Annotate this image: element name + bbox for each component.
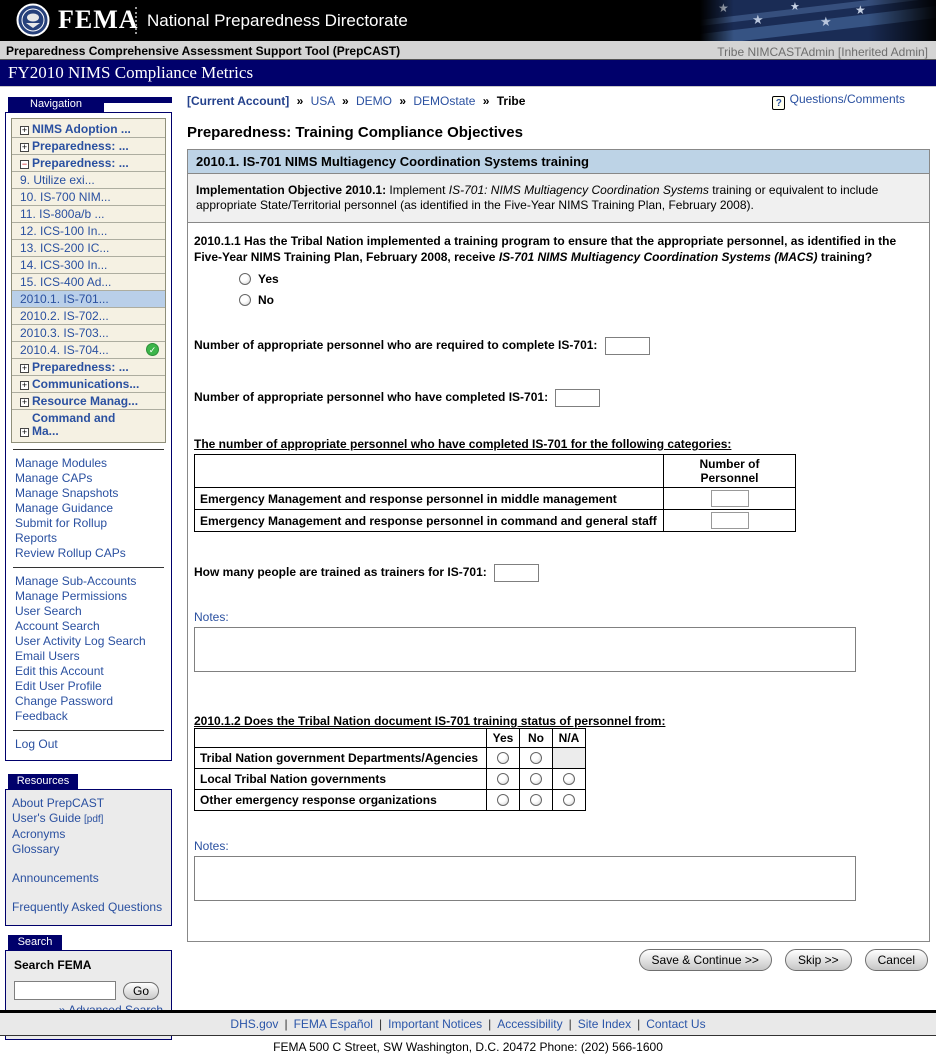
documentation-header-row [195, 729, 586, 748]
search-tab: Search [8, 935, 62, 950]
nav-link-manage-caps[interactable]: Manage CAPs [15, 471, 93, 485]
breadcrumb-current-account-link[interactable]: [Current Account] [187, 94, 290, 108]
flag-image [700, 0, 936, 44]
nav-link-user-search[interactable]: User Search [15, 604, 82, 618]
tree-item-label: 10. IS-700 NIM... [20, 190, 111, 204]
footer-link-contact[interactable]: Contact Us [646, 1017, 706, 1031]
q1-text-post: training? [817, 250, 873, 264]
res-link-about[interactable]: About PrepCAST [12, 796, 105, 810]
yes-radio[interactable] [497, 794, 509, 806]
required-personnel-label: Number of appropriate personnel who are required to complete IS-701: [194, 338, 598, 353]
tree-item-2010-3[interactable] [12, 325, 165, 342]
breadcrumb-separator: » [296, 94, 304, 108]
trainers-field [194, 564, 921, 582]
trainers-input[interactable] [494, 564, 539, 582]
navigation-tab-row [5, 97, 172, 112]
tree-item-2010-2[interactable] [12, 308, 165, 325]
category-input-cell [664, 510, 796, 532]
no-radio[interactable] [530, 794, 542, 806]
implementation-objective [188, 174, 929, 223]
radio-cell-yes [487, 790, 520, 811]
tree-item-11[interactable] [12, 206, 165, 223]
form-content [188, 223, 929, 941]
breadcrumb-separator: » [341, 94, 349, 108]
tree-item-communications[interactable] [12, 376, 165, 393]
nav-link-edit-profile[interactable]: Edit User Profile [15, 679, 102, 693]
nav-link-account-search[interactable]: Account Search [15, 619, 100, 633]
nav-link-feedback[interactable]: Feedback [15, 709, 68, 723]
table-row [195, 769, 586, 790]
nav-link-manage-guidance[interactable]: Manage Guidance [15, 501, 114, 515]
section-header: 2010.1. IS-701 NIMS Multiagency Coordination Systems training [188, 150, 929, 174]
breadcrumb-separator: » [399, 94, 407, 108]
na-blocked-cell [553, 748, 586, 769]
tree-item-label: 2010.1. IS-701... [20, 292, 109, 306]
expand-icon[interactable] [20, 428, 29, 437]
search-input[interactable] [14, 981, 116, 1000]
breadcrumb [187, 88, 930, 108]
svg-text:★: ★ [790, 1, 800, 13]
tree-item-label: 2010.3. IS-703... [20, 326, 109, 340]
footer-link-notices[interactable]: Important Notices [388, 1017, 483, 1031]
breadcrumb-current-page: Tribe [496, 94, 526, 108]
nav-link-edit-account[interactable]: Edit this Account [15, 664, 104, 678]
radio-cell-na [553, 790, 586, 811]
number-of-personnel-header: Number of Personnel [664, 455, 796, 488]
header-divider [135, 7, 137, 34]
category-input-cell [664, 488, 796, 510]
res-link-acronyms[interactable]: Acronyms [12, 827, 66, 841]
nav-link-manage-snapshots[interactable]: Manage Snapshots [15, 486, 119, 500]
tree-item-label: 2010.4. IS-704... [20, 343, 109, 357]
question-2010-1-1 [194, 233, 921, 265]
radio-cell-na [553, 769, 586, 790]
nav-link-email-users[interactable]: Email Users [15, 649, 80, 663]
divider [13, 567, 164, 568]
tree-item-13[interactable] [12, 240, 165, 257]
tree-item-label: Preparedness: ... [32, 360, 129, 374]
skip-button[interactable]: Skip >> [785, 949, 852, 971]
navigation-tab-strip [104, 97, 172, 103]
res-link-faq[interactable]: Frequently Asked Questions [12, 900, 163, 914]
tree-item-10[interactable] [12, 189, 165, 206]
nav-link-submit-rollup[interactable]: Submit for Rollup [15, 516, 108, 530]
app-title: Preparedness Comprehensive Assessment Support Tool (PrepCAST) [6, 44, 401, 58]
nav-link-review-rollup-caps[interactable]: Review Rollup CAPs [15, 546, 126, 560]
breadcrumb-link-usa[interactable]: USA [310, 94, 335, 108]
tree-item-label: 11. IS-800a/b ... [20, 207, 105, 221]
tree-item-label: 2010.2. IS-702... [20, 309, 109, 323]
site-footer [0, 1010, 936, 1054]
doc-row-label: Tribal Nation government Departments/Agencies [195, 748, 487, 769]
tree-item-label: Command and Ma... [32, 411, 116, 438]
tree-item-label: NIMS Adoption ... [32, 122, 131, 136]
tree-item-9[interactable] [12, 172, 165, 189]
notes-textarea-1[interactable] [194, 627, 856, 672]
footer-separator: | [284, 1017, 288, 1031]
search-heading: Search FEMA [14, 958, 92, 972]
objective-label: Implementation Objective 2010.1: [196, 183, 387, 197]
categories-header-row [195, 455, 796, 488]
app-title-bar [0, 41, 936, 60]
notes-label-2: Notes: [194, 839, 229, 853]
na-column-header: N/A [553, 729, 586, 748]
divider [13, 449, 164, 450]
collapse-icon[interactable] [20, 160, 29, 169]
tree-item-preparedness-2[interactable] [12, 155, 165, 172]
tree-item-preparedness-3[interactable] [12, 359, 165, 376]
completed-personnel-label: Number of appropriate personnel who have completed IS-701: [194, 390, 549, 405]
tree-item-command-management[interactable] [12, 410, 165, 439]
nav-link-log-out[interactable]: Log Out [15, 737, 58, 751]
resources-panel [5, 789, 172, 926]
tree-item-label: Communications... [32, 377, 140, 391]
breadcrumb-link-demostate[interactable]: DEMOstate [413, 94, 476, 108]
yes-radio[interactable] [239, 273, 251, 285]
radio-cell-no [520, 769, 553, 790]
expand-icon[interactable] [20, 143, 29, 152]
table-row [195, 510, 796, 532]
no-radio[interactable] [530, 773, 542, 785]
search-go-button[interactable]: Go [123, 982, 159, 1000]
objective-text-italic: IS-701: NIMS Multiagency Coordination Systems [448, 183, 709, 197]
completed-personnel-field [194, 389, 921, 407]
tree-item-resource-management[interactable] [12, 393, 165, 410]
questions-comments-link[interactable]: Questions/Comments [789, 92, 905, 106]
cancel-button[interactable]: Cancel [865, 949, 928, 971]
radio-cell-yes [487, 748, 520, 769]
tree-item-label: 12. ICS-100 In... [20, 224, 108, 238]
required-personnel-field [194, 337, 921, 355]
site-header [0, 0, 936, 41]
notes-textarea-2[interactable] [194, 856, 856, 901]
table-row [195, 790, 586, 811]
module-title-bar: FY2010 NIMS Compliance Metrics [0, 60, 936, 87]
no-radio[interactable] [239, 294, 251, 306]
nav-link-user-activity-log[interactable]: User Activity Log Search [15, 634, 146, 648]
middle-management-input[interactable] [711, 490, 749, 507]
nav-link-manage-sub-accounts[interactable]: Manage Sub-Accounts [15, 574, 137, 588]
footer-link-espanol[interactable]: FEMA Español [293, 1017, 373, 1031]
footer-link-site-index[interactable]: Site Index [577, 1017, 632, 1031]
tree-item-label: 15. ICS-400 Ad... [20, 275, 112, 289]
footer-links-bar [0, 1013, 936, 1036]
command-general-staff-input[interactable] [711, 512, 749, 529]
tree-item-preparedness-1[interactable] [12, 138, 165, 155]
tree-item-label: Preparedness: ... [32, 156, 129, 170]
q1-text-pre: 2010.1.1 Has the Tribal Nation implemented a training program to ensure that the appropriate personnel, as identified in the Five-Year NIMS Training Plan, February 2008, receive [194, 234, 897, 264]
categories-table [194, 454, 796, 532]
notes-label-1: Notes: [194, 610, 229, 624]
footer-separator: | [568, 1017, 572, 1031]
expand-icon[interactable] [20, 398, 29, 407]
resources-tab: Resources [8, 774, 78, 789]
yes-label: Yes [258, 272, 279, 286]
footer-separator: | [637, 1017, 641, 1031]
footer-separator: | [378, 1017, 383, 1031]
svg-text:★: ★ [855, 3, 866, 17]
action-buttons [187, 949, 930, 971]
trainers-label: How many people are trained as trainers for IS-701: [194, 565, 487, 580]
left-sidebar [5, 97, 172, 1040]
breadcrumb-link-demo[interactable]: DEMO [355, 94, 392, 108]
radio-cell-yes [487, 769, 520, 790]
expand-icon[interactable] [20, 364, 29, 373]
complete-check-icon [146, 343, 159, 356]
dhs-seal-icon [16, 3, 50, 40]
page-title: Preparedness: Training Compliance Objectives [187, 124, 523, 141]
navigation-panel [5, 112, 172, 761]
yes-radio[interactable] [497, 773, 509, 785]
res-link-label: User's Guide [12, 811, 81, 825]
nav-link-manage-permissions[interactable]: Manage Permissions [15, 589, 128, 603]
q1-option-no [239, 293, 921, 307]
svg-text:★: ★ [752, 12, 764, 27]
divider [13, 730, 164, 731]
categories-heading: The number of appropriate personnel who have completed IS-701 for the following categories: [194, 437, 732, 451]
doc-row-label: Local Tribal Nation governments [195, 769, 487, 790]
tree-item-2010-1-selected[interactable] [12, 291, 165, 308]
no-label: No [258, 293, 274, 307]
completed-personnel-input[interactable] [555, 389, 600, 407]
na-radio[interactable] [563, 773, 575, 785]
radio-cell-no [520, 790, 553, 811]
table-row [195, 748, 586, 769]
empty-header-cell [195, 455, 664, 488]
nav-link-manage-modules[interactable]: Manage Modules [15, 456, 108, 470]
question-2010-1-2: 2010.1.2 Does the Tribal Nation document IS-701 training status of personnel from: [194, 714, 666, 728]
tree-item-12[interactable] [12, 223, 165, 240]
res-link-users-guide[interactable] [12, 811, 165, 827]
required-personnel-input[interactable] [605, 337, 650, 355]
tree-item-label: Preparedness: ... [32, 139, 129, 153]
questions-comments[interactable] [772, 92, 905, 110]
tree-item-label: 14. ICS-300 In... [20, 258, 108, 272]
objective-text-pre: Implement [386, 183, 449, 197]
category-label: Emergency Management and response personnel in middle management [195, 488, 664, 510]
help-icon[interactable]: ? [772, 96, 785, 110]
documentation-table [194, 728, 586, 811]
navigation-tab: Navigation [8, 97, 104, 112]
no-column-header: No [520, 729, 553, 748]
tree-item-nims-adoption[interactable] [12, 121, 165, 138]
footer-address: FEMA 500 C Street, SW Washington, D.C. 20472 Phone: (202) 566-1600 [273, 1040, 663, 1054]
search-tab-row [5, 935, 172, 950]
nav-link-change-password[interactable]: Change Password [15, 694, 114, 708]
tree-item-label: 13. ICS-200 IC... [20, 241, 110, 255]
category-label: Emergency Management and response personnel in command and general staff [195, 510, 664, 532]
pdf-tag: [pdf] [83, 814, 104, 825]
footer-link-dhs[interactable]: DHS.gov [230, 1017, 279, 1031]
res-link-announcements[interactable]: Announcements [12, 871, 99, 885]
logged-in-user: Tribe NIMCASTAdmin [Inherited Admin] [717, 45, 928, 59]
q1-text-italic: IS-701 NIMS Multiagency Coordination Systems (MACS) [498, 250, 818, 264]
resources-tab-row [5, 774, 172, 789]
breadcrumb-separator: » [482, 94, 490, 108]
doc-row-label: Other emergency response organizations [195, 790, 487, 811]
radio-cell-no [520, 748, 553, 769]
directorate-title: National Preparedness Directorate [147, 11, 408, 30]
tree-item-14[interactable] [12, 257, 165, 274]
save-continue-button[interactable]: Save & Continue >> [639, 949, 772, 971]
no-radio[interactable] [530, 752, 542, 764]
footer-link-accessibility[interactable]: Accessibility [497, 1017, 563, 1031]
svg-text:★: ★ [820, 14, 832, 29]
na-radio[interactable] [563, 794, 575, 806]
expand-icon[interactable] [20, 126, 29, 135]
tree-item-15[interactable] [12, 274, 165, 291]
empty-header-cell [195, 729, 487, 748]
main-content [187, 88, 930, 971]
yes-radio[interactable] [497, 752, 509, 764]
tree-item-2010-4[interactable] [12, 342, 165, 359]
res-link-glossary[interactable]: Glossary [12, 842, 60, 856]
table-row [195, 488, 796, 510]
expand-icon[interactable] [20, 381, 29, 390]
objective-form-box [187, 149, 930, 942]
tree-item-label: Resource Manag... [32, 394, 139, 408]
q1-option-yes [239, 272, 921, 286]
objective-tree [11, 118, 166, 443]
objective-text-post: training or equivalent to include appropriate State/Territorial personnel (as identified in the Five-Year NIMS Training Plan, February 2008). [196, 183, 879, 212]
tree-item-label: 9. Utilize exi... [20, 173, 95, 187]
fema-logo-text: FEMA [58, 5, 139, 34]
footer-separator: | [488, 1017, 492, 1031]
nav-link-reports[interactable]: Reports [15, 531, 58, 545]
yes-column-header: Yes [487, 729, 520, 748]
